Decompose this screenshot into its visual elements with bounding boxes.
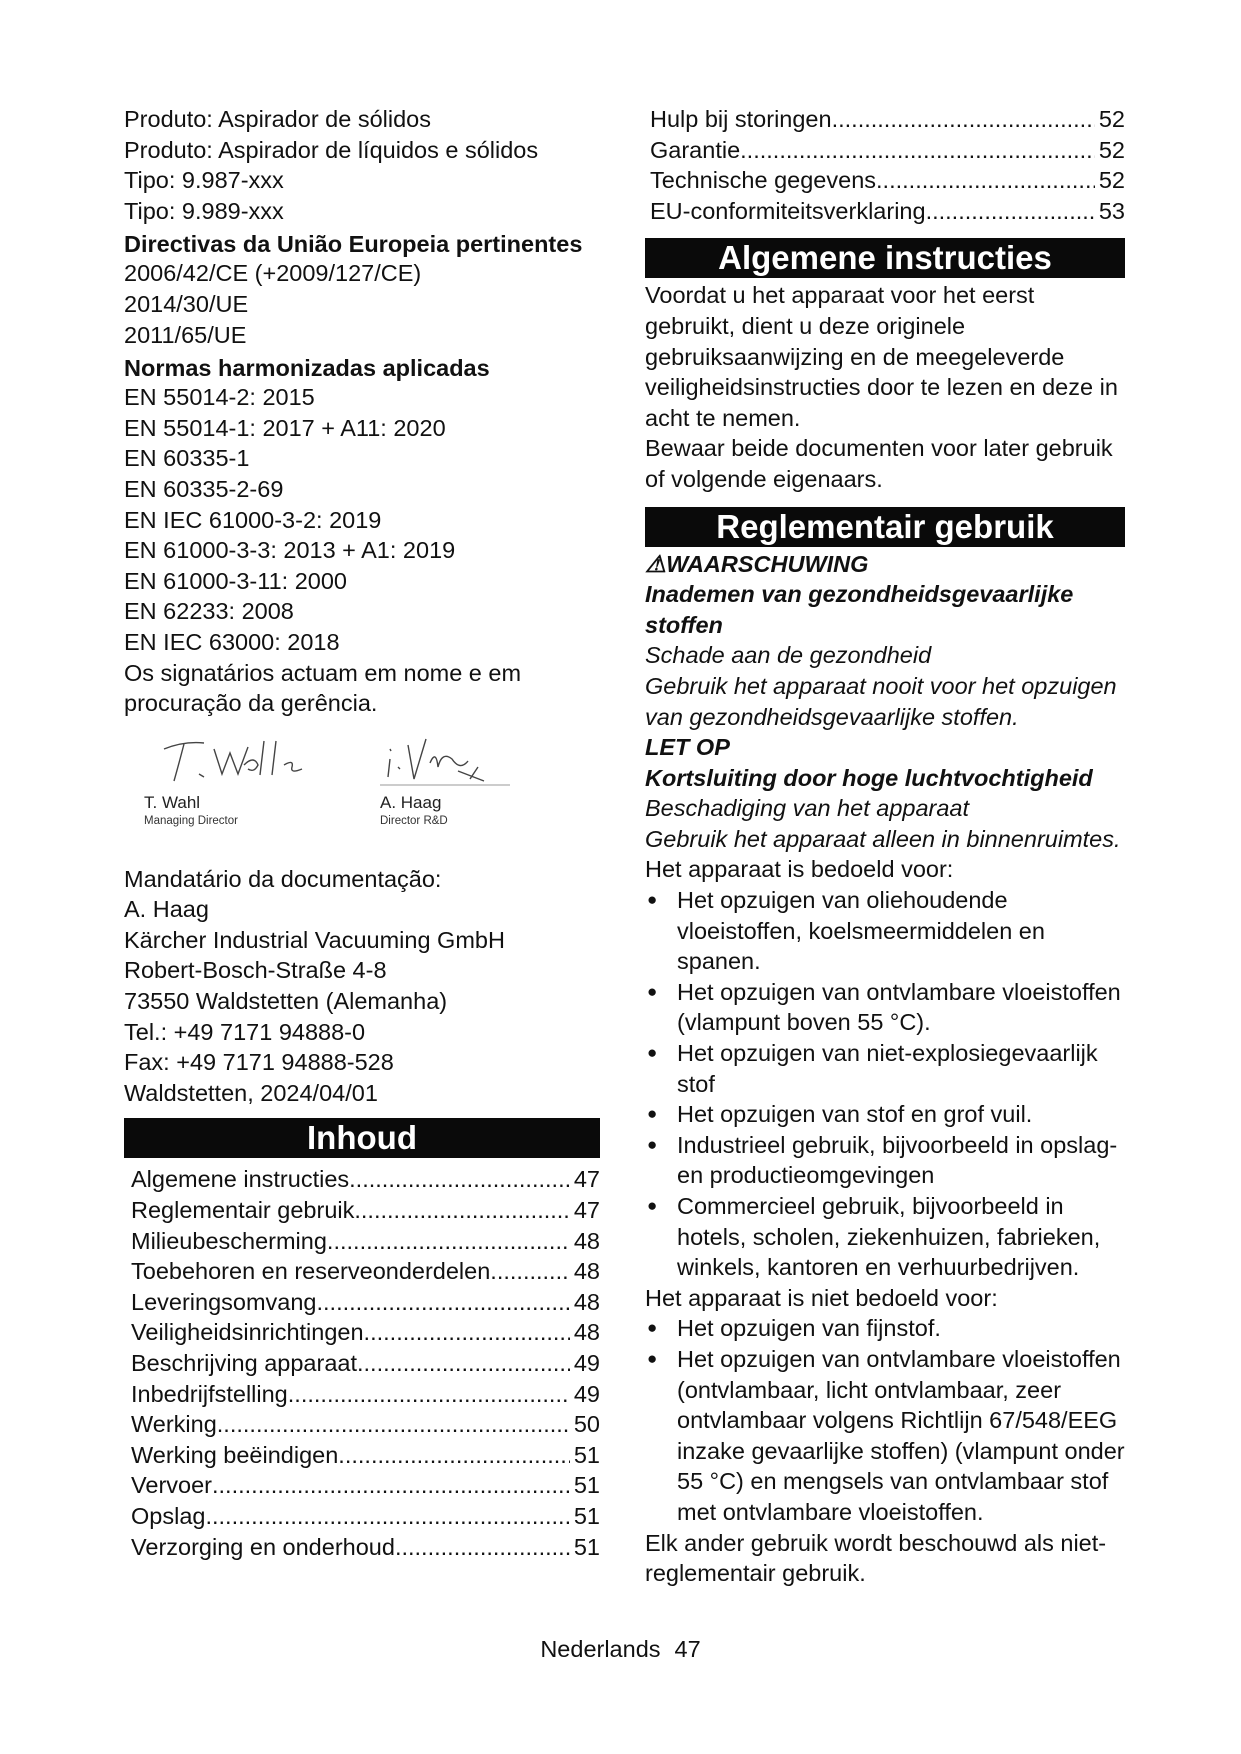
standards-list bbox=[124, 382, 600, 657]
standard-item: EN 60335-2-69 bbox=[124, 475, 284, 502]
toc-page: 52 bbox=[1098, 167, 1125, 194]
warning-action: Gebruik het apparaat nooit voor het opzuigen van gezondheidsgevaarlijke stoffen. bbox=[645, 672, 1117, 730]
product-line: Tipo: 9.989-xxx bbox=[124, 197, 284, 224]
product-line: Tipo: 9.987-xxx bbox=[124, 167, 284, 194]
standard-item: EN 61000-3-3: 2013 + A1: 2019 bbox=[124, 537, 456, 564]
footer-language: Nederlands bbox=[540, 1636, 661, 1662]
standards-heading: Normas harmonizadas aplicadas bbox=[124, 355, 490, 382]
toc-title: Verzorging en onderhoud bbox=[131, 1533, 395, 1560]
left-column bbox=[124, 104, 600, 1562]
not-intended-intro: Het apparaat is niet bedoeld voor: bbox=[645, 1284, 998, 1311]
signatories-text: Os signatários actuam em nome e em procuração da gerência. bbox=[124, 659, 522, 717]
documentation-representative bbox=[124, 864, 600, 1109]
toc-heading: Inhoud bbox=[124, 1118, 600, 1158]
list-item: ● Het opzuigen van niet-explosiegevaarlijk stof bbox=[645, 1038, 1125, 1099]
address-line: Mandatário da documentação: bbox=[124, 865, 442, 892]
warning-title: Inademen van gezondheidsgevaarlijke stoffen bbox=[645, 581, 1074, 638]
toc-page: 51 bbox=[573, 1441, 600, 1468]
address-line: Tel.: +49 7171 94888-0 bbox=[124, 1018, 366, 1045]
signature-area bbox=[124, 719, 600, 864]
address-line: Waldstetten, 2024/04/01 bbox=[124, 1079, 378, 1106]
toc-title: EU-conformiteitsverklaring bbox=[650, 197, 926, 224]
toc-title: Veiligheidsinrichtingen bbox=[131, 1319, 364, 1346]
toc-entry[interactable] bbox=[124, 1501, 600, 1532]
toc-title: Algemene instructies bbox=[131, 1166, 350, 1193]
toc-title: Reglementair gebruik bbox=[131, 1197, 355, 1224]
table-of-contents bbox=[124, 1164, 600, 1562]
toc-page: 48 bbox=[573, 1258, 600, 1285]
toc-entry[interactable] bbox=[124, 1440, 600, 1471]
list-item: ● Commercieel gebruik, bijvoorbeeld in hotels, scholen, ziekenhuizen, fabrieken, winkels, kantoren en verhuurbedrijven. bbox=[645, 1191, 1125, 1283]
not-intended-list bbox=[645, 1313, 1125, 1527]
signatory-role: Managing Director bbox=[144, 814, 238, 827]
signature-haag bbox=[380, 719, 580, 827]
directives-list bbox=[124, 258, 600, 350]
caution-action: Gebruik het apparaat alleen in binnenruimtes. bbox=[645, 825, 1121, 852]
toc-entry[interactable] bbox=[645, 135, 1125, 166]
toc-page: 51 bbox=[573, 1533, 600, 1560]
toc-title: Milieubescherming bbox=[131, 1227, 327, 1254]
toc-title: Beschrijving apparaat bbox=[131, 1350, 357, 1376]
toc-page: 48 bbox=[573, 1288, 600, 1315]
toc-page: 49 bbox=[573, 1380, 600, 1407]
toc-page: 49 bbox=[573, 1350, 600, 1376]
toc-page: 50 bbox=[573, 1411, 600, 1438]
section-heading-general: Algemene instructies bbox=[645, 238, 1125, 278]
signature-wahl bbox=[144, 719, 344, 827]
closing-paragraph: Elk ander gebruik wordt beschouwd als niet-reglementair gebruik. bbox=[645, 1529, 1107, 1587]
toc-page: 51 bbox=[573, 1472, 600, 1499]
section-heading-intended-use: Reglementair gebruik bbox=[645, 507, 1125, 547]
directive-item: 2006/42/CE (+2009/127/CE) bbox=[124, 260, 422, 287]
toc-entry[interactable] bbox=[124, 1379, 600, 1410]
list-item: ● Het opzuigen van fijnstof. bbox=[645, 1313, 1125, 1344]
general-paragraph: Voordat u het apparaat voor het eerst gebruikt, dient u deze originele gebruiksaanwijzing en de meegeleverde veiligheidsinstructies door te lezen en deze in acht te nemen. bbox=[645, 282, 1118, 431]
toc-title: Werking bbox=[131, 1411, 217, 1438]
page-number: 47 bbox=[674, 1636, 701, 1662]
toc-title: Leveringsomvang bbox=[131, 1288, 317, 1315]
toc-entry[interactable] bbox=[124, 1532, 600, 1563]
toc-entry[interactable] bbox=[124, 1317, 600, 1348]
toc-entry[interactable] bbox=[124, 1287, 600, 1318]
handwritten-signature-wahl bbox=[144, 719, 344, 799]
toc-title: Hulp bij storingen bbox=[650, 106, 832, 132]
toc-entry[interactable] bbox=[124, 1226, 600, 1257]
warning-label: ⚠WAARSCHUWING bbox=[645, 550, 869, 577]
handwritten-signature-haag bbox=[380, 719, 580, 799]
intended-intro: Het apparaat is bedoeld voor: bbox=[645, 856, 954, 883]
page-footer bbox=[0, 1636, 1241, 1663]
signatory-name: A. Haag bbox=[380, 792, 442, 812]
toc-entry[interactable] bbox=[124, 1195, 600, 1226]
intended-use-list bbox=[645, 885, 1125, 1283]
standard-item: EN IEC 63000: 2018 bbox=[124, 628, 340, 655]
toc-title: Inbedrijfstelling bbox=[131, 1380, 288, 1407]
toc-title: Toebehoren en reserveonderdelen bbox=[131, 1258, 491, 1285]
toc-title: Technische gegevens bbox=[650, 167, 877, 194]
signatory-name: T. Wahl bbox=[144, 792, 201, 812]
toc-title: Garantie bbox=[650, 136, 741, 163]
table-of-contents-continued bbox=[645, 104, 1125, 226]
product-line: Produto: Aspirador de sólidos bbox=[124, 106, 431, 132]
address-line: 73550 Waldstetten (Alemanha) bbox=[124, 988, 448, 1015]
list-item: ● Industrieel gebruik, bijvoorbeeld in opslag- en productieomgevingen bbox=[645, 1130, 1125, 1191]
caution-effect: Beschadiging van het apparaat bbox=[645, 795, 970, 822]
warning-effect: Schade aan de gezondheid bbox=[645, 642, 932, 669]
standard-item: EN 55014-2: 2015 bbox=[124, 384, 315, 411]
toc-page: 47 bbox=[573, 1166, 600, 1193]
standard-item: EN 55014-1: 2017 + A11: 2020 bbox=[124, 414, 446, 441]
standard-item: EN IEC 61000-3-2: 2019 bbox=[124, 506, 382, 533]
signatory-role: Director R&D bbox=[380, 814, 448, 827]
toc-entry[interactable] bbox=[645, 196, 1125, 227]
list-item: ● Het opzuigen van ontvlambare vloeistoffen (vlampunt boven 55 °C). bbox=[645, 977, 1125, 1038]
directive-item: 2011/65/UE bbox=[124, 321, 247, 348]
toc-entry[interactable] bbox=[124, 1348, 600, 1379]
toc-page: 51 bbox=[573, 1502, 600, 1529]
toc-entry[interactable] bbox=[645, 104, 1125, 135]
list-item: ● Het opzuigen van stof en grof vuil. bbox=[645, 1099, 1125, 1130]
toc-entry[interactable] bbox=[124, 1470, 600, 1501]
toc-page: 52 bbox=[1098, 136, 1125, 163]
address-line: Fax: +49 7171 94888-528 bbox=[124, 1049, 394, 1076]
standard-item: EN 61000-3-11: 2000 bbox=[124, 567, 347, 594]
product-info bbox=[124, 104, 600, 226]
standard-item: EN 62233: 2008 bbox=[124, 598, 294, 625]
caution-title: Kortsluiting door hoge luchtvochtigheid bbox=[645, 764, 1093, 791]
general-paragraph: Bewaar beide documenten voor later gebruik of volgende eigenaars. bbox=[645, 435, 1113, 492]
toc-page: 52 bbox=[1098, 106, 1125, 132]
product-line: Produto: Aspirador de líquidos e sólidos bbox=[124, 136, 539, 163]
warning-triangle-icon: ⚠ bbox=[645, 550, 667, 577]
directive-item: 2014/30/UE bbox=[124, 290, 249, 317]
right-column bbox=[645, 104, 1125, 1589]
address-line: Kärcher Industrial Vacuuming GmbH bbox=[124, 926, 505, 953]
toc-page: 48 bbox=[573, 1319, 600, 1346]
toc-title: Vervoer bbox=[131, 1472, 212, 1499]
list-item: ● Het opzuigen van ontvlambare vloeistoffen (ontvlambaar, licht ontvlambaar, zeer ontvlambaar volgens Richtlijn 67/548/EEG inzake gevaarlijke stoffen) (vlampunt onder 55 °C) en mengsels van ontvlambaar stof met ontvlambare vloeistoffen. bbox=[645, 1344, 1125, 1528]
list-item: ● Het opzuigen van oliehoudende vloeistoffen, koelsmeermiddelen en spanen. bbox=[645, 885, 1125, 977]
caution-label: LET OP bbox=[645, 734, 730, 761]
address-line: A. Haag bbox=[124, 896, 209, 923]
standard-item: EN 60335-1 bbox=[124, 445, 250, 472]
toc-title: Opslag bbox=[131, 1502, 206, 1529]
toc-entry[interactable] bbox=[124, 1409, 600, 1440]
directives-heading: Directivas da União Europeia pertinentes bbox=[124, 231, 583, 258]
address-line: Robert-Bosch-Straße 4-8 bbox=[124, 957, 387, 984]
toc-title: Werking beëindigen bbox=[131, 1441, 339, 1468]
toc-entry[interactable] bbox=[645, 165, 1125, 196]
toc-page: 47 bbox=[573, 1197, 600, 1224]
toc-page: 48 bbox=[573, 1227, 600, 1254]
toc-entry[interactable] bbox=[124, 1256, 600, 1287]
toc-entry[interactable] bbox=[124, 1164, 600, 1195]
toc-page: 53 bbox=[1098, 197, 1125, 224]
